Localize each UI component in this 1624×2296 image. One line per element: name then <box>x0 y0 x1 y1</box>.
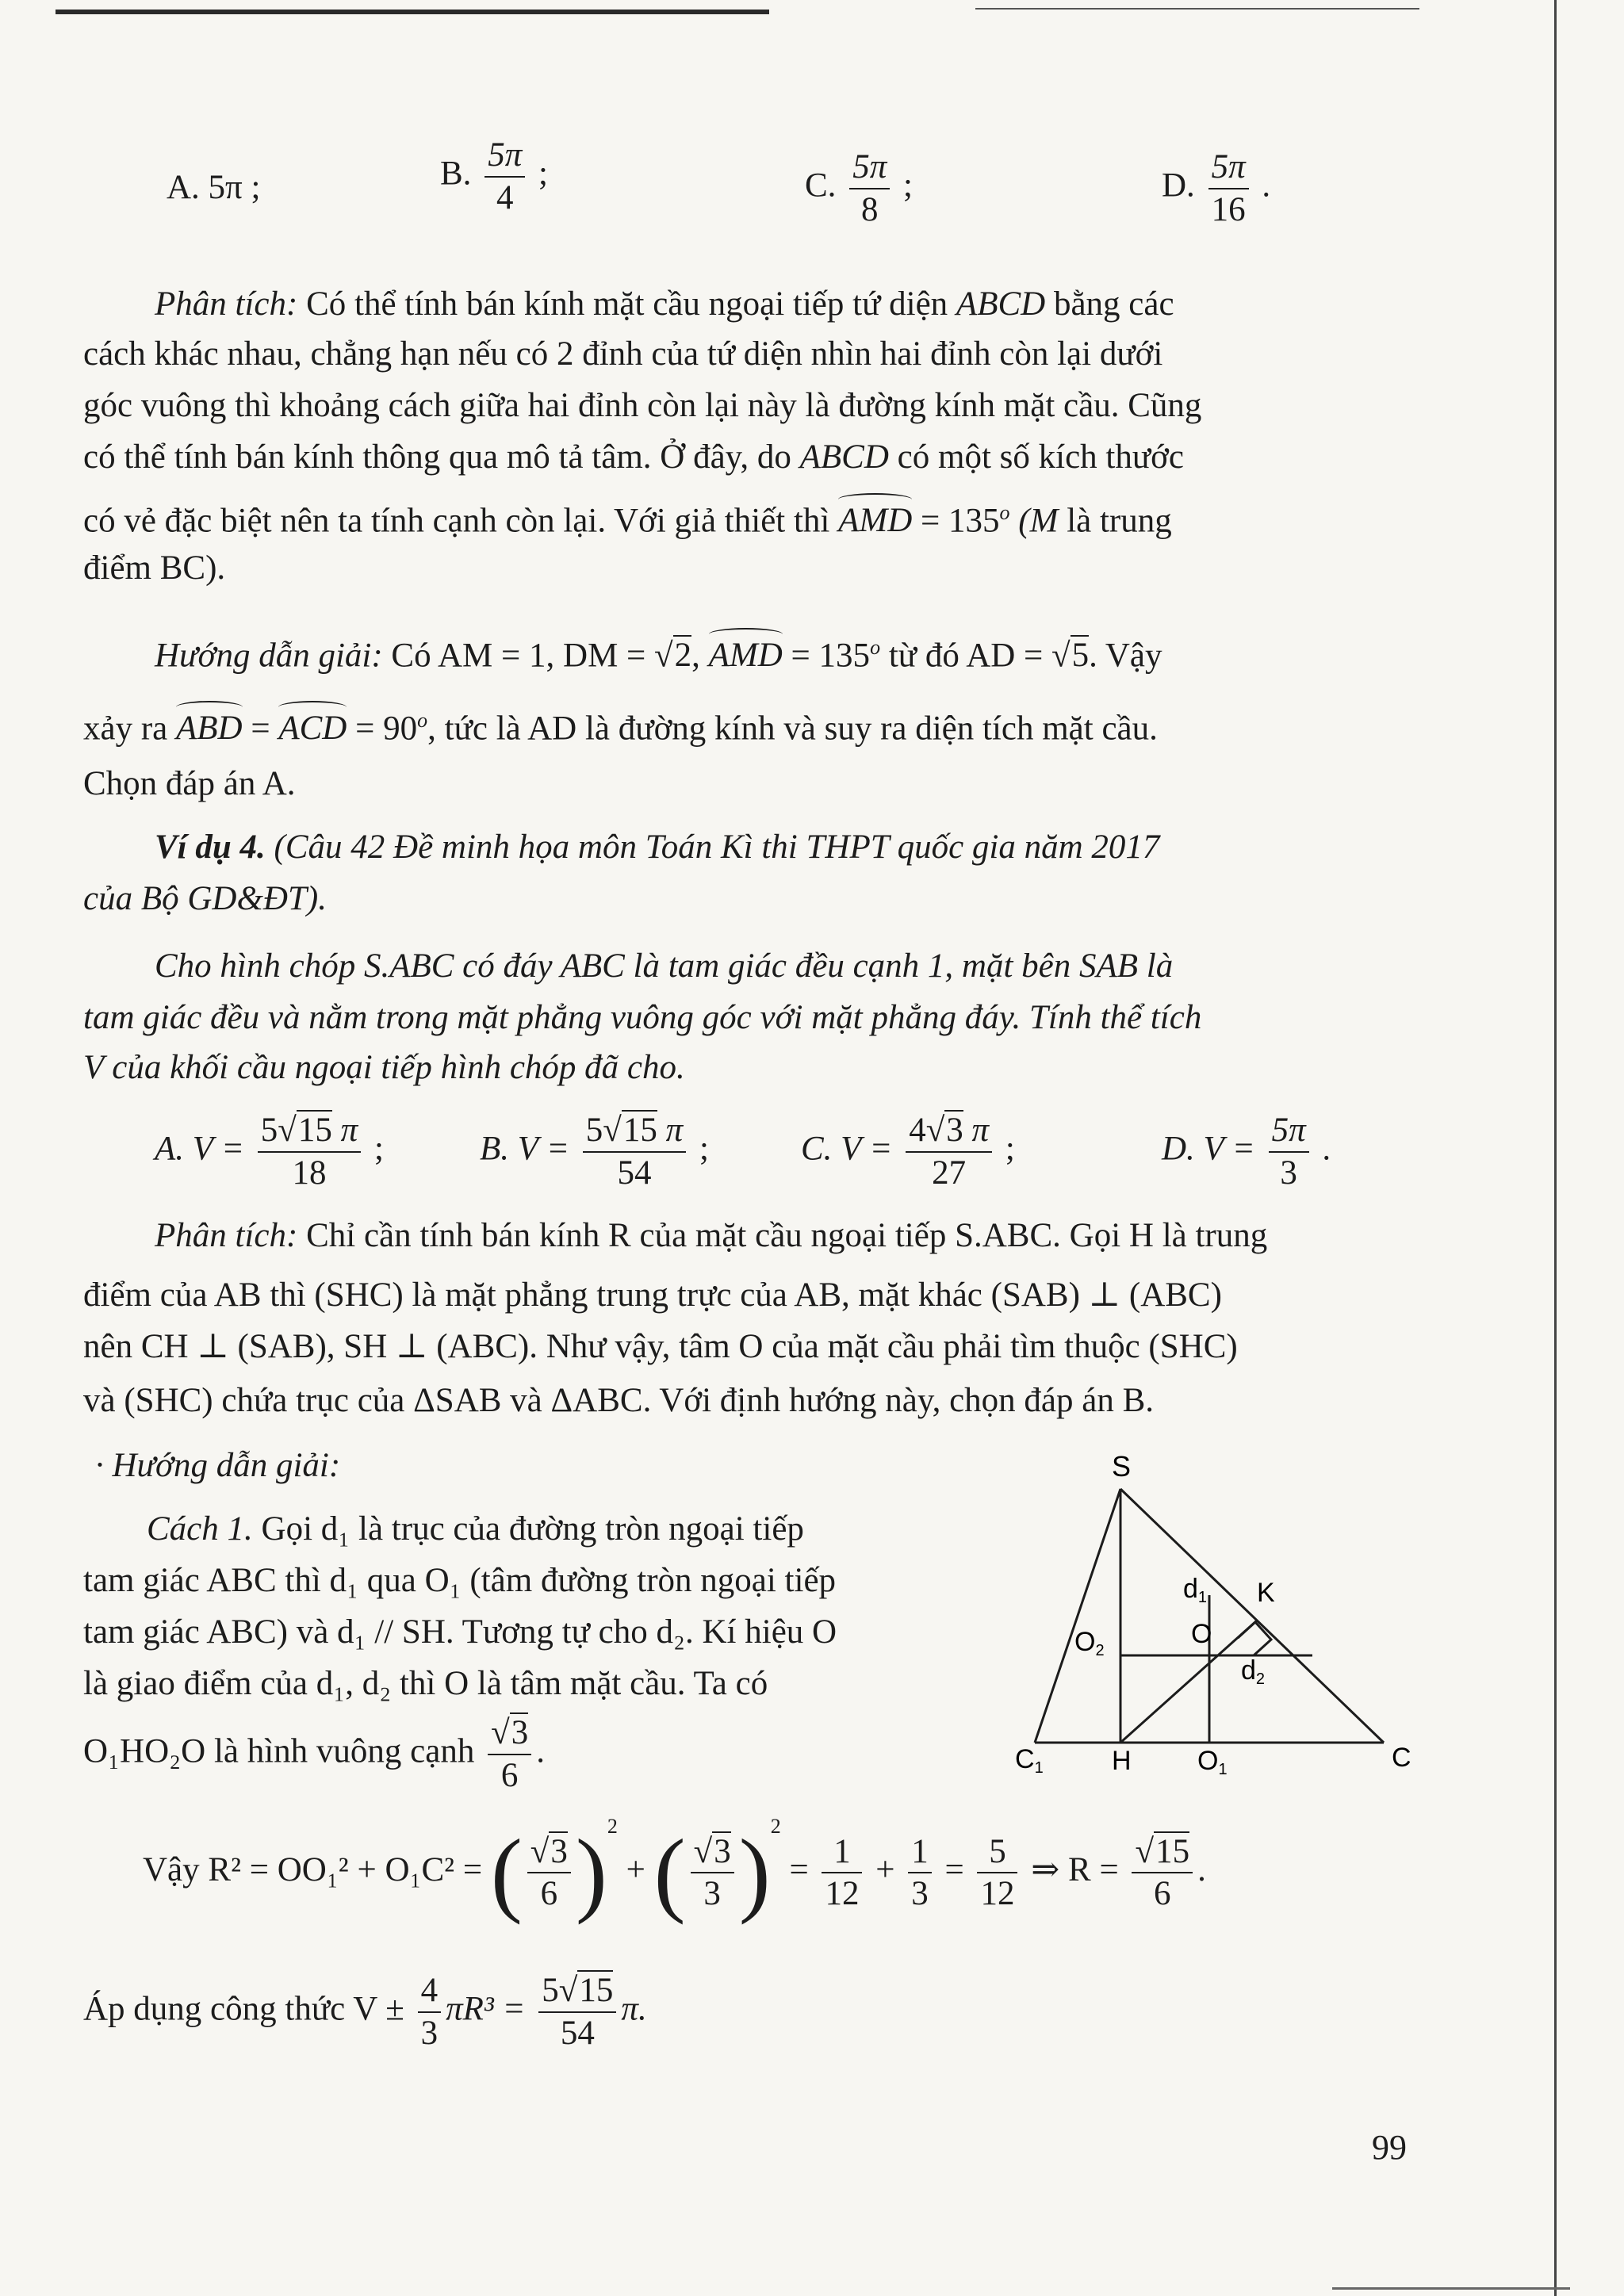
label-o: O <box>1191 1619 1212 1649</box>
example-4-l1-rest: (Câu 42 Đề minh họa môn Toán Kì thi THPT quốc gia năm 2017 <box>265 828 1160 866</box>
option-c-num: 5π <box>849 147 890 189</box>
formula-r-eq: = <box>789 1851 809 1888</box>
option-2-b-den: 54 <box>617 1154 652 1192</box>
paren-close-2: ) <box>738 1820 771 1926</box>
analysis-1-l4-end: có một số kích thước <box>888 438 1184 476</box>
option-2-c-num-rad: 3 <box>946 1112 963 1149</box>
formula-r-f6-num: 15 <box>1155 1832 1190 1870</box>
hint-1-label: Hướng dẫn giải: <box>155 637 383 675</box>
hint-1-angle-abd: ABD <box>176 706 243 752</box>
edge-hk <box>1120 1621 1257 1743</box>
hint-1-angle-amd: AMD <box>709 633 783 679</box>
formula-r-arrow: ⇒ R = <box>1031 1851 1119 1888</box>
label-o1-sub: 1 <box>1218 1761 1228 1778</box>
formula-v-f2-den: 54 <box>560 2014 595 2052</box>
bottom-rule <box>1332 2287 1570 2290</box>
option-2-b-num-post: π <box>657 1112 684 1149</box>
example-4-line-2: của Bộ GD&ĐT). <box>83 880 327 917</box>
option-2-c <box>801 1110 1015 1193</box>
formula-r-f1-num: 3 <box>550 1832 568 1870</box>
solution-line-5 <box>83 1712 545 1796</box>
formula-v-end: π. <box>621 1990 647 2028</box>
analysis-1-l5-end: là trung <box>1058 502 1172 540</box>
solution-line-1 <box>147 1506 804 1552</box>
hint-1-l2-deg: o <box>417 709 428 732</box>
top-rule-right <box>975 8 1419 10</box>
hint-1-l1-e: . Vậy <box>1089 637 1162 675</box>
option-2-d-label: D. V = <box>1162 1130 1255 1168</box>
option-2-a-end: ; <box>373 1130 384 1168</box>
formula-r-f2-num: 3 <box>714 1832 731 1870</box>
formula-r-f1-den: 6 <box>540 1875 558 1913</box>
hint-1-deg: o <box>870 636 881 659</box>
hint-1-sqrt5: 5 <box>1071 637 1090 675</box>
label-o2-main: O <box>1074 1627 1096 1657</box>
analysis-1-l1-abcd: ABCD <box>956 285 1046 323</box>
analysis-2-l1: Chỉ cần tính bán kính R của mặt cầu ngoại tiếp S.ABC. Gọi H là trung <box>297 1217 1268 1254</box>
formula-r-lead: Vậy R² = OO₁² + O₁C² = <box>143 1851 483 1888</box>
analysis-1-line-1 <box>155 281 1402 327</box>
option-b <box>440 135 548 218</box>
label-d2-main: d <box>1241 1655 1256 1686</box>
option-d-fraction <box>1208 147 1249 230</box>
formula-v-f2-num-rad: 15 <box>579 1972 614 2009</box>
option-2-c-label: C. V = <box>801 1130 893 1168</box>
option-b-label: B. <box>440 155 472 193</box>
formula-r-f3-den: 12 <box>825 1875 860 1913</box>
option-2-c-fraction <box>906 1110 992 1193</box>
analysis-1-l5-eq: = 135 <box>912 502 1000 540</box>
formula-v <box>83 1970 647 2053</box>
hint-1-l1-a: Có AM = 1, DM = √ <box>382 637 673 675</box>
formula-r-f5-den: 12 <box>980 1875 1015 1913</box>
option-b-den: 4 <box>496 178 514 216</box>
analysis-1-l5-deg: o <box>999 501 1010 524</box>
analysis-2-line-4: và (SHC) chứa trục của ΔSAB và ΔABC. Với định hướng này, chọn đáp án B. <box>83 1382 1155 1419</box>
hint-1-l1-d: từ đó AD = √ <box>880 637 1071 675</box>
option-d-den: 16 <box>1211 190 1246 228</box>
solution-c1-l5-a: O₁HO₂O là hình vuông cạnh <box>83 1732 475 1770</box>
analysis-1-line-5 <box>83 490 1402 544</box>
formula-r-plus: + <box>626 1851 645 1888</box>
example-4-problem-1: Cho hình chóp S.ABC có đáy ABC là tam giác đều cạnh 1, mặt bên SAB là <box>155 947 1174 985</box>
solution-c1-l1: Gọi d₁ là trục của đường tròn ngoại tiếp <box>252 1510 804 1548</box>
option-2-c-den: 27 <box>932 1154 967 1192</box>
option-2-a-den: 18 <box>292 1154 327 1192</box>
solution-label: · Hướng dẫn giải: <box>95 1447 341 1484</box>
option-2-b-num-pre: 5√ <box>585 1112 622 1149</box>
formula-r-frac-4 <box>908 1831 932 1915</box>
hint-1-l2-b: = 90 <box>347 710 418 748</box>
option-2-a-num-post: π <box>331 1112 358 1149</box>
label-k: K <box>1257 1578 1275 1608</box>
analysis-1-l1-text: Có thể tính bán kính mặt cầu ngoại tiếp tứ diện <box>297 285 956 323</box>
paren-open-2: ( <box>653 1820 686 1926</box>
option-b-fraction <box>485 135 525 218</box>
analysis-1-l5-text: có vẻ đặc biệt nên ta tính cạnh còn lại. Với giả thiết thì <box>83 502 839 540</box>
option-2-c-num-pre: 4√ <box>909 1112 945 1149</box>
top-rule <box>56 10 769 14</box>
label-o1 <box>1197 1746 1228 1778</box>
right-edge-rule <box>1554 0 1557 2296</box>
label-s: S <box>1112 1450 1132 1483</box>
label-c1-main: C <box>1015 1744 1035 1774</box>
analysis-2-line-2: điểm của AB thì (SHC) là mặt phẳng trung trực của AB, mặt khác (SAB) ⊥ (ABC) <box>83 1276 1222 1314</box>
formula-v-lead: Áp dụng công thức V ± <box>83 1990 404 2028</box>
label-o1-main: O <box>1197 1746 1219 1776</box>
hint-1-l1-c: = 135 <box>782 637 871 675</box>
square-2: 2 <box>770 1815 781 1838</box>
option-c-den: 8 <box>860 190 879 228</box>
formula-r-f3-num: 1 <box>822 1831 862 1874</box>
solution-side-den: 6 <box>500 1756 519 1794</box>
analysis-1-line-4 <box>83 434 1402 480</box>
formula-v-frac-1 <box>418 1970 442 2053</box>
label-d1-main: d <box>1183 1574 1198 1604</box>
formula-r-plus2: + <box>875 1851 895 1888</box>
option-2-b-label: B. V = <box>480 1130 570 1168</box>
edge-sc1 <box>1035 1489 1120 1743</box>
label-d1-sub: 1 <box>1197 1589 1208 1606</box>
formula-r-f2-den: 3 <box>703 1875 721 1913</box>
solution-side-fraction: $\frac{√3}{6}$ <box>488 1712 531 1796</box>
option-2-a-num-pre: 5√ <box>260 1112 297 1149</box>
formula-v-f2-num-pre: 5√ <box>542 1972 578 2009</box>
formula-v-f1-den: 3 <box>420 2014 439 2052</box>
solution-c1-l5-end: . <box>536 1732 545 1770</box>
hint-1-angle-acd: ACD <box>278 706 347 752</box>
option-2-a-label: A. V = <box>155 1130 245 1168</box>
formula-r-frac-3 <box>822 1831 862 1915</box>
option-2-d-fraction <box>1269 1110 1309 1193</box>
label-h: H <box>1112 1746 1132 1776</box>
hint-1-l2-a: xảy ra <box>83 710 176 748</box>
label-d2 <box>1241 1655 1265 1688</box>
example-4-label: Ví dụ 4. <box>155 828 266 866</box>
solution-side-num: 3 <box>511 1714 529 1751</box>
formula-r-f6-den: 6 <box>1154 1875 1171 1913</box>
hint-1-line-2 <box>83 698 1402 752</box>
solution-line-2: tam giác ABC thì d₁ qua O₁ (tâm đường tròn ngoại tiếp <box>83 1562 837 1599</box>
formula-r-frac-1: $\frac{√3}{6}$ <box>527 1831 571 1915</box>
formula-r-frac-2: $\frac{√3}{3}$ <box>691 1831 734 1915</box>
example-4-problem-2: tam giác đều và nằm trong mặt phẳng vuông góc với mặt phẳng đáy. Tính thể tích <box>83 999 1202 1036</box>
analysis-1-l1-end: bằng các <box>1045 285 1174 323</box>
option-2-c-end: ; <box>1005 1130 1015 1168</box>
option-c-end: ; <box>902 166 913 205</box>
option-d-end: . <box>1262 166 1271 205</box>
hint-1-l2-c: , tức là AD là đường kính và suy ra diện tích mặt cầu. <box>427 710 1158 748</box>
analysis-1-line-6: điểm BC). <box>83 549 226 587</box>
example-4-line-1 <box>155 825 1402 871</box>
option-2-d-end: . <box>1322 1130 1331 1168</box>
option-2-d <box>1162 1110 1331 1193</box>
option-2-a-num-rad: 15 <box>297 1112 332 1149</box>
analysis-1-l5-m: (M <box>1009 502 1059 540</box>
formula-v-mid: πR³ = <box>446 1990 526 2028</box>
analysis-1-l4-abcd: ABCD <box>799 438 889 476</box>
formula-v-f1-num: 4 <box>418 1970 442 2013</box>
formula-r-end: . <box>1197 1851 1206 1888</box>
analysis-2-line-3: nên CH ⊥ (SAB), SH ⊥ (ABC). Như vậy, tâm O của mặt cầu phải tìm thuộc (SHC) <box>83 1328 1238 1365</box>
formula-r-eq2: = <box>944 1851 964 1888</box>
analysis-2-label: Phân tích: <box>155 1217 298 1254</box>
solution-line-3: tam giác ABC) và d₁ // SH. Tương tự cho d₂. Kí hiệu O <box>83 1613 837 1651</box>
option-c-label: C. <box>805 166 837 205</box>
option-d <box>1162 147 1270 230</box>
formula-r-f4-num: 1 <box>908 1831 932 1874</box>
option-2-d-num: 5π <box>1269 1110 1309 1153</box>
analysis-1-label: Phân tích: <box>155 285 298 323</box>
option-2-a <box>155 1110 384 1193</box>
example-4-problem-3: V của khối cầu ngoại tiếp hình chóp đã cho. <box>83 1049 685 1086</box>
hint-1-l2-eq: = <box>242 710 279 748</box>
option-d-num: 5π <box>1208 147 1249 189</box>
label-c1 <box>1015 1744 1044 1777</box>
analysis-1-line-3: góc vuông thì khoảng cách giữa hai đỉnh còn lại này là đường kính mặt cầu. Cũng <box>83 387 1202 424</box>
formula-r-f5-num: 5 <box>977 1831 1017 1874</box>
option-2-b-end: ; <box>699 1130 709 1168</box>
option-d-label: D. <box>1162 166 1195 205</box>
hint-1-sqrt2: 2 <box>674 637 692 675</box>
solution-line-4: là giao điểm của d₁, d₂ thì O là tâm mặt cầu. Ta có <box>83 1665 768 1702</box>
formula-v-frac-2 <box>538 1970 616 2053</box>
option-c <box>805 147 913 230</box>
edge-sc <box>1120 1489 1384 1743</box>
formula-r <box>143 1804 1206 1926</box>
label-o2-sub: 2 <box>1095 1642 1105 1659</box>
analysis-1-l4-text: có thể tính bán kính thông qua mô tả tâm. Ở đây, do <box>83 438 800 476</box>
option-b-num: 5π <box>485 135 525 178</box>
hint-1-line-3: Chọn đáp án A. <box>83 765 296 802</box>
label-c: C <box>1392 1743 1411 1773</box>
option-b-end: ; <box>538 155 548 193</box>
page-number: 99 <box>1372 2128 1407 2167</box>
label-c1-sub: 1 <box>1034 1759 1044 1777</box>
formula-r-f4-den: 3 <box>911 1875 929 1913</box>
label-d1 <box>1183 1574 1207 1606</box>
option-c-fraction <box>849 147 890 230</box>
formula-r-frac-5 <box>977 1831 1017 1915</box>
label-d2-sub: 2 <box>1255 1670 1266 1688</box>
analysis-2-line-1 <box>155 1213 1402 1259</box>
analysis-1-l5-angle: AMD <box>838 498 912 544</box>
hint-1-line-1 <box>155 625 1402 679</box>
paren-close-1: ) <box>575 1820 607 1926</box>
paren-open-1: ( <box>490 1820 523 1926</box>
analysis-1-line-2: cách khác nhau, chẳng hạn nếu có 2 đỉnh của tứ diện nhìn hai đỉnh còn lại dưới <box>83 335 1163 373</box>
right-angle-mark <box>1238 1622 1271 1655</box>
option-2-b-fraction <box>583 1110 686 1193</box>
option-2-d-den: 3 <box>1280 1154 1297 1192</box>
option-2-c-num-post: π <box>963 1112 990 1149</box>
label-o2 <box>1074 1627 1105 1659</box>
hint-1-l1-b: , <box>691 637 709 675</box>
square-1: 2 <box>607 1815 618 1838</box>
formula-r-frac-6: $\frac{√15}{6}$ <box>1132 1831 1193 1915</box>
solution-c1-label: Cách 1. <box>147 1510 253 1548</box>
option-a: A. 5π ; <box>167 169 261 206</box>
pyramid-figure <box>1007 1443 1435 1792</box>
option-2-b-num-rad: 15 <box>622 1112 657 1149</box>
option-2-b <box>480 1110 709 1193</box>
option-2-a-fraction <box>258 1110 361 1193</box>
